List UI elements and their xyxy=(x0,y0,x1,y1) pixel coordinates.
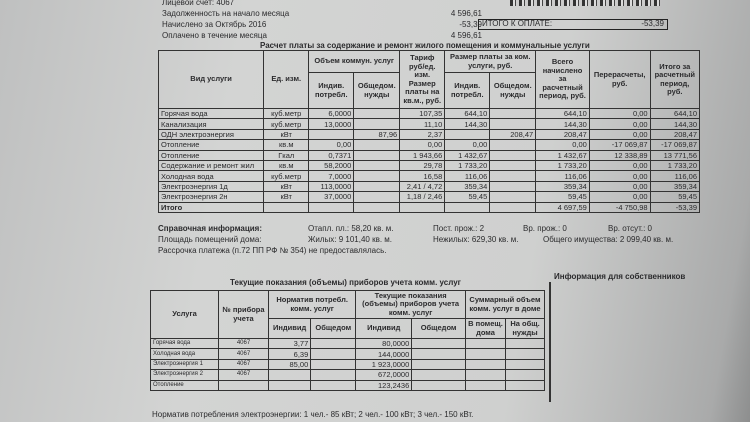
table-cell: куб.метр xyxy=(264,109,309,119)
table-cell: 359,34 xyxy=(650,181,699,191)
col-header: Вид услуги xyxy=(159,51,264,109)
table-cell: Горячая вода xyxy=(159,109,264,119)
temp-absent: Вр. отсут.: 0 xyxy=(608,224,652,233)
table-cell xyxy=(490,109,536,119)
col-header: Индив. потребл. xyxy=(309,73,354,109)
table-cell xyxy=(490,202,536,212)
table-cell xyxy=(354,171,400,181)
table-cell xyxy=(311,380,356,390)
table-cell xyxy=(412,339,466,349)
table-cell: 672,0000 xyxy=(356,370,412,380)
table-cell: кв.м xyxy=(264,140,309,150)
table-cell: 1 733,20 xyxy=(445,160,490,170)
col-header: На общ. нужды xyxy=(506,319,545,339)
table-cell: 144,0000 xyxy=(356,349,412,359)
table-cell: 85,00 xyxy=(269,359,311,369)
table-cell xyxy=(311,349,356,359)
table-cell: 644,10 xyxy=(536,109,590,119)
col-header: Индивид xyxy=(269,319,311,339)
common-area: Общего имущества: 2 099,40 кв. м. xyxy=(543,235,674,244)
table-cell xyxy=(354,109,400,119)
info-label: Справочная информация: xyxy=(158,224,263,233)
col-header: Общедом xyxy=(311,319,356,339)
table-cell: кВт xyxy=(264,129,309,139)
table-row xyxy=(151,370,545,380)
table-cell xyxy=(264,202,309,212)
col-header: Общедом xyxy=(412,319,466,339)
table-cell: 144,30 xyxy=(536,119,590,129)
account-summary xyxy=(162,0,482,41)
residents: Пост. прож.: 2 xyxy=(433,224,485,233)
total-to-pay-box xyxy=(478,19,668,30)
table-cell: 107,35 xyxy=(400,109,445,119)
total-value: -53,39 xyxy=(641,19,664,28)
table-cell: Холодная вода xyxy=(151,349,219,359)
table-cell: 644,10 xyxy=(650,109,699,119)
col-header: Индивид xyxy=(356,319,412,339)
table-cell: 2,41 / 4,72 xyxy=(400,181,445,191)
table-row xyxy=(159,150,700,160)
table-cell: 1 943,66 xyxy=(400,150,445,160)
table-cell xyxy=(445,202,490,212)
table-cell xyxy=(400,202,445,212)
table-cell xyxy=(309,129,354,139)
table-cell: Гкал xyxy=(264,150,309,160)
table-cell: 208,47 xyxy=(536,129,590,139)
table-cell xyxy=(465,359,505,369)
table-cell: Отопление xyxy=(159,140,264,150)
table-cell: 58,2000 xyxy=(309,160,354,170)
table-cell: 1 923,0000 xyxy=(356,359,412,369)
table-cell: 4067 xyxy=(219,370,269,380)
table-cell: Канализация xyxy=(159,119,264,129)
table-cell xyxy=(490,140,536,150)
table-row xyxy=(159,181,700,191)
table-cell: Холодная вода xyxy=(159,171,264,181)
table-cell: кВт xyxy=(264,192,309,202)
table-cell: 1 432,67 xyxy=(445,150,490,160)
table-cell: Отопление xyxy=(151,380,219,390)
table-cell: 0,00 xyxy=(400,140,445,150)
table-cell: 116,06 xyxy=(650,171,699,181)
table-row xyxy=(159,160,700,170)
table-cell: 116,06 xyxy=(445,171,490,181)
table-cell: куб.метр xyxy=(264,171,309,181)
col-header: Перерасчеты, руб. xyxy=(589,51,650,109)
table-cell: 0,00 xyxy=(589,109,650,119)
table-cell: 7,0000 xyxy=(309,171,354,181)
col-header: Объем коммун. услуг xyxy=(309,51,400,73)
divider xyxy=(549,282,551,402)
table-cell: 116,06 xyxy=(536,171,590,181)
table-cell: 0,7371 xyxy=(309,150,354,160)
table-cell xyxy=(412,380,466,390)
charges-table xyxy=(158,50,700,213)
table-cell: 4067 xyxy=(219,339,269,349)
col-header: Всего начислено за расчетный период, руб. xyxy=(536,51,590,109)
table-cell: 1 432,67 xyxy=(536,150,590,160)
summary-value: -53,39 xyxy=(459,20,482,29)
summary-label: Задолженность на начало месяца xyxy=(162,9,290,18)
col-header: Размер платы за ком. услуги, руб. xyxy=(445,51,536,73)
table-cell xyxy=(465,370,505,380)
table-cell: 59,45 xyxy=(536,192,590,202)
reference-info xyxy=(158,223,673,256)
table-row xyxy=(151,349,545,359)
meters-table-title: Текущие показания (объемы) приборов учета комм. услуг xyxy=(230,278,461,287)
table-cell xyxy=(506,349,545,359)
table-row xyxy=(151,380,545,390)
owners-info-heading: Информация для собственников xyxy=(554,272,686,281)
table-cell: -4 750,98 xyxy=(589,202,650,212)
col-header: Услуга xyxy=(151,291,219,339)
table-cell xyxy=(506,380,545,390)
table-cell: -53,39 xyxy=(650,202,699,212)
table-cell xyxy=(465,339,505,349)
table-cell: -17 069,87 xyxy=(589,140,650,150)
meters-table xyxy=(150,290,545,391)
table-cell xyxy=(445,129,490,139)
table-cell: 13 771,56 xyxy=(650,150,699,160)
area-label: Площадь помещений дома: xyxy=(158,235,262,244)
summary-label: Оплачено в течение месяца xyxy=(162,31,267,40)
col-header: В помещ. дома xyxy=(465,319,505,339)
table-cell xyxy=(465,349,505,359)
electricity-norm-note: Норматив потребления электроэнергии: 1 чел.- 85 кВт; 2 чел.- 100 кВт; 3 чел.- 150 кВт. xyxy=(152,410,474,419)
table-cell: 123,2436 xyxy=(356,380,412,390)
table-cell: 37,0000 xyxy=(309,192,354,202)
table-cell: 16,58 xyxy=(400,171,445,181)
total-label: ИТОГО К ОПЛАТЕ: xyxy=(482,19,553,28)
table-cell xyxy=(354,160,400,170)
table-cell xyxy=(506,370,545,380)
table-cell: 359,34 xyxy=(536,181,590,191)
table-cell: -17 069,87 xyxy=(650,140,699,150)
table-row xyxy=(159,140,700,150)
table-cell: ОДН электроэнергия xyxy=(159,129,264,139)
table-cell xyxy=(412,370,466,380)
table-cell: 0,00 xyxy=(589,171,650,181)
table-cell: 12 338,89 xyxy=(589,150,650,160)
table-cell xyxy=(490,150,536,160)
table-cell xyxy=(465,380,505,390)
table-cell: 6,39 xyxy=(269,349,311,359)
table-row xyxy=(159,119,700,129)
table-cell: 3,77 xyxy=(269,339,311,349)
table-cell: 29,78 xyxy=(400,160,445,170)
table-cell: 80,0000 xyxy=(356,339,412,349)
table-cell: кв.м xyxy=(264,160,309,170)
col-header: Индив. потребл. xyxy=(445,73,490,109)
table-cell xyxy=(412,349,466,359)
table-row xyxy=(151,339,545,349)
col-header: № прибора учета xyxy=(219,291,269,339)
qr-code xyxy=(510,0,660,6)
table-cell: 1 733,20 xyxy=(650,160,699,170)
table-cell: Итого xyxy=(159,202,264,212)
table-row xyxy=(159,129,700,139)
table-row xyxy=(159,171,700,181)
table-row xyxy=(159,109,700,119)
col-header: Итого за расчетный период, руб. xyxy=(650,51,699,109)
table-cell xyxy=(490,119,536,129)
table-cell: 0,00 xyxy=(589,181,650,191)
table-cell: 1,18 / 2,46 xyxy=(400,192,445,202)
table-cell: 4067 xyxy=(219,349,269,359)
table-cell xyxy=(354,140,400,150)
col-header: Норматив потребл. комм. услуг xyxy=(269,291,356,319)
table-cell xyxy=(490,181,536,191)
table-cell xyxy=(490,160,536,170)
table-cell: 208,47 xyxy=(650,129,699,139)
table-cell: Электроэнергия 2 xyxy=(151,370,219,380)
table-cell: Электроэнергия 1 xyxy=(151,359,219,369)
summary-label: Лицевой счет: 4067 xyxy=(162,0,235,7)
table-cell xyxy=(354,119,400,129)
table-cell: 6,0000 xyxy=(309,109,354,119)
table-cell: Отопление xyxy=(159,150,264,160)
table-cell xyxy=(490,171,536,181)
table-cell xyxy=(219,380,269,390)
table-cell xyxy=(506,339,545,349)
summary-value: 4 596,61 xyxy=(450,31,482,40)
table-cell: 13,0000 xyxy=(309,119,354,129)
table-cell: кВт xyxy=(264,181,309,191)
table-cell: 144,30 xyxy=(445,119,490,129)
summary-value: 4 596,61 xyxy=(450,9,482,18)
table-cell xyxy=(311,359,356,369)
col-header: Текущие показания (объемы) приборов учета комм. услуг xyxy=(356,291,466,319)
table-cell: 0,00 xyxy=(309,140,354,150)
table-cell: Содержание и ремонт жил xyxy=(159,160,264,170)
living-area: Жилых: 9 101,40 кв. м. xyxy=(308,235,392,244)
table-cell: 0,00 xyxy=(589,119,650,129)
table-cell: 0,00 xyxy=(445,140,490,150)
table-cell xyxy=(311,370,356,380)
col-header: Общедом. нужды xyxy=(354,73,400,109)
table-row xyxy=(151,359,545,369)
table-cell xyxy=(354,192,400,202)
table-cell: 0,00 xyxy=(589,160,650,170)
table-cell: Электроэнергия 1д xyxy=(159,181,264,191)
table-cell: 644,10 xyxy=(445,109,490,119)
table-cell xyxy=(506,359,545,369)
table-cell xyxy=(311,339,356,349)
charges-table-title: Расчет платы за содержание и ремонт жилого помещения и коммунальные услуги xyxy=(260,41,590,50)
table-cell xyxy=(490,192,536,202)
table-cell: 2,37 xyxy=(400,129,445,139)
table-cell xyxy=(354,202,400,212)
col-header: Тариф руб/ед. изм. Размер платы на кв.м., руб. xyxy=(400,51,445,109)
col-header: Общедом. нужды xyxy=(490,73,536,109)
table-cell: 1 733,20 xyxy=(536,160,590,170)
table-cell: 0,00 xyxy=(589,129,650,139)
table-cell: 4 697,59 xyxy=(536,202,590,212)
table-cell: 208,47 xyxy=(490,129,536,139)
col-header: Ед. изм. xyxy=(264,51,309,109)
table-cell: 59,45 xyxy=(445,192,490,202)
table-cell: 144,30 xyxy=(650,119,699,129)
table-cell xyxy=(412,359,466,369)
nonliving-area: Нежилых: 629,30 кв. м. xyxy=(433,235,519,244)
table-cell: Электроэнергия 2н xyxy=(159,192,264,202)
table-row xyxy=(159,202,700,212)
table-cell: 11,10 xyxy=(400,119,445,129)
table-row xyxy=(159,192,700,202)
installment-note: Рассрочка платежа (п.72 ПП РФ № 354) не предоставлялась. xyxy=(158,246,387,255)
table-cell: 4067 xyxy=(219,359,269,369)
table-cell xyxy=(269,380,311,390)
table-cell xyxy=(354,181,400,191)
heat-area: Отапл. пл.: 58,20 кв. м. xyxy=(308,224,394,233)
summary-label: Начислено за Октябрь 2016 xyxy=(162,20,267,29)
table-cell xyxy=(354,150,400,160)
table-cell: 0,00 xyxy=(589,192,650,202)
table-cell: 0,00 xyxy=(536,140,590,150)
table-cell xyxy=(269,370,311,380)
table-cell: 87,96 xyxy=(354,129,400,139)
table-cell xyxy=(309,202,354,212)
table-cell: Горячая вода xyxy=(151,339,219,349)
table-cell: 59,45 xyxy=(650,192,699,202)
table-cell: 359,34 xyxy=(445,181,490,191)
col-header: Суммарный объем комм. услуг в доме xyxy=(465,291,544,319)
table-cell: куб.метр xyxy=(264,119,309,129)
table-cell: 113,0000 xyxy=(309,181,354,191)
temp-residents: Вр. прож.: 0 xyxy=(523,224,567,233)
